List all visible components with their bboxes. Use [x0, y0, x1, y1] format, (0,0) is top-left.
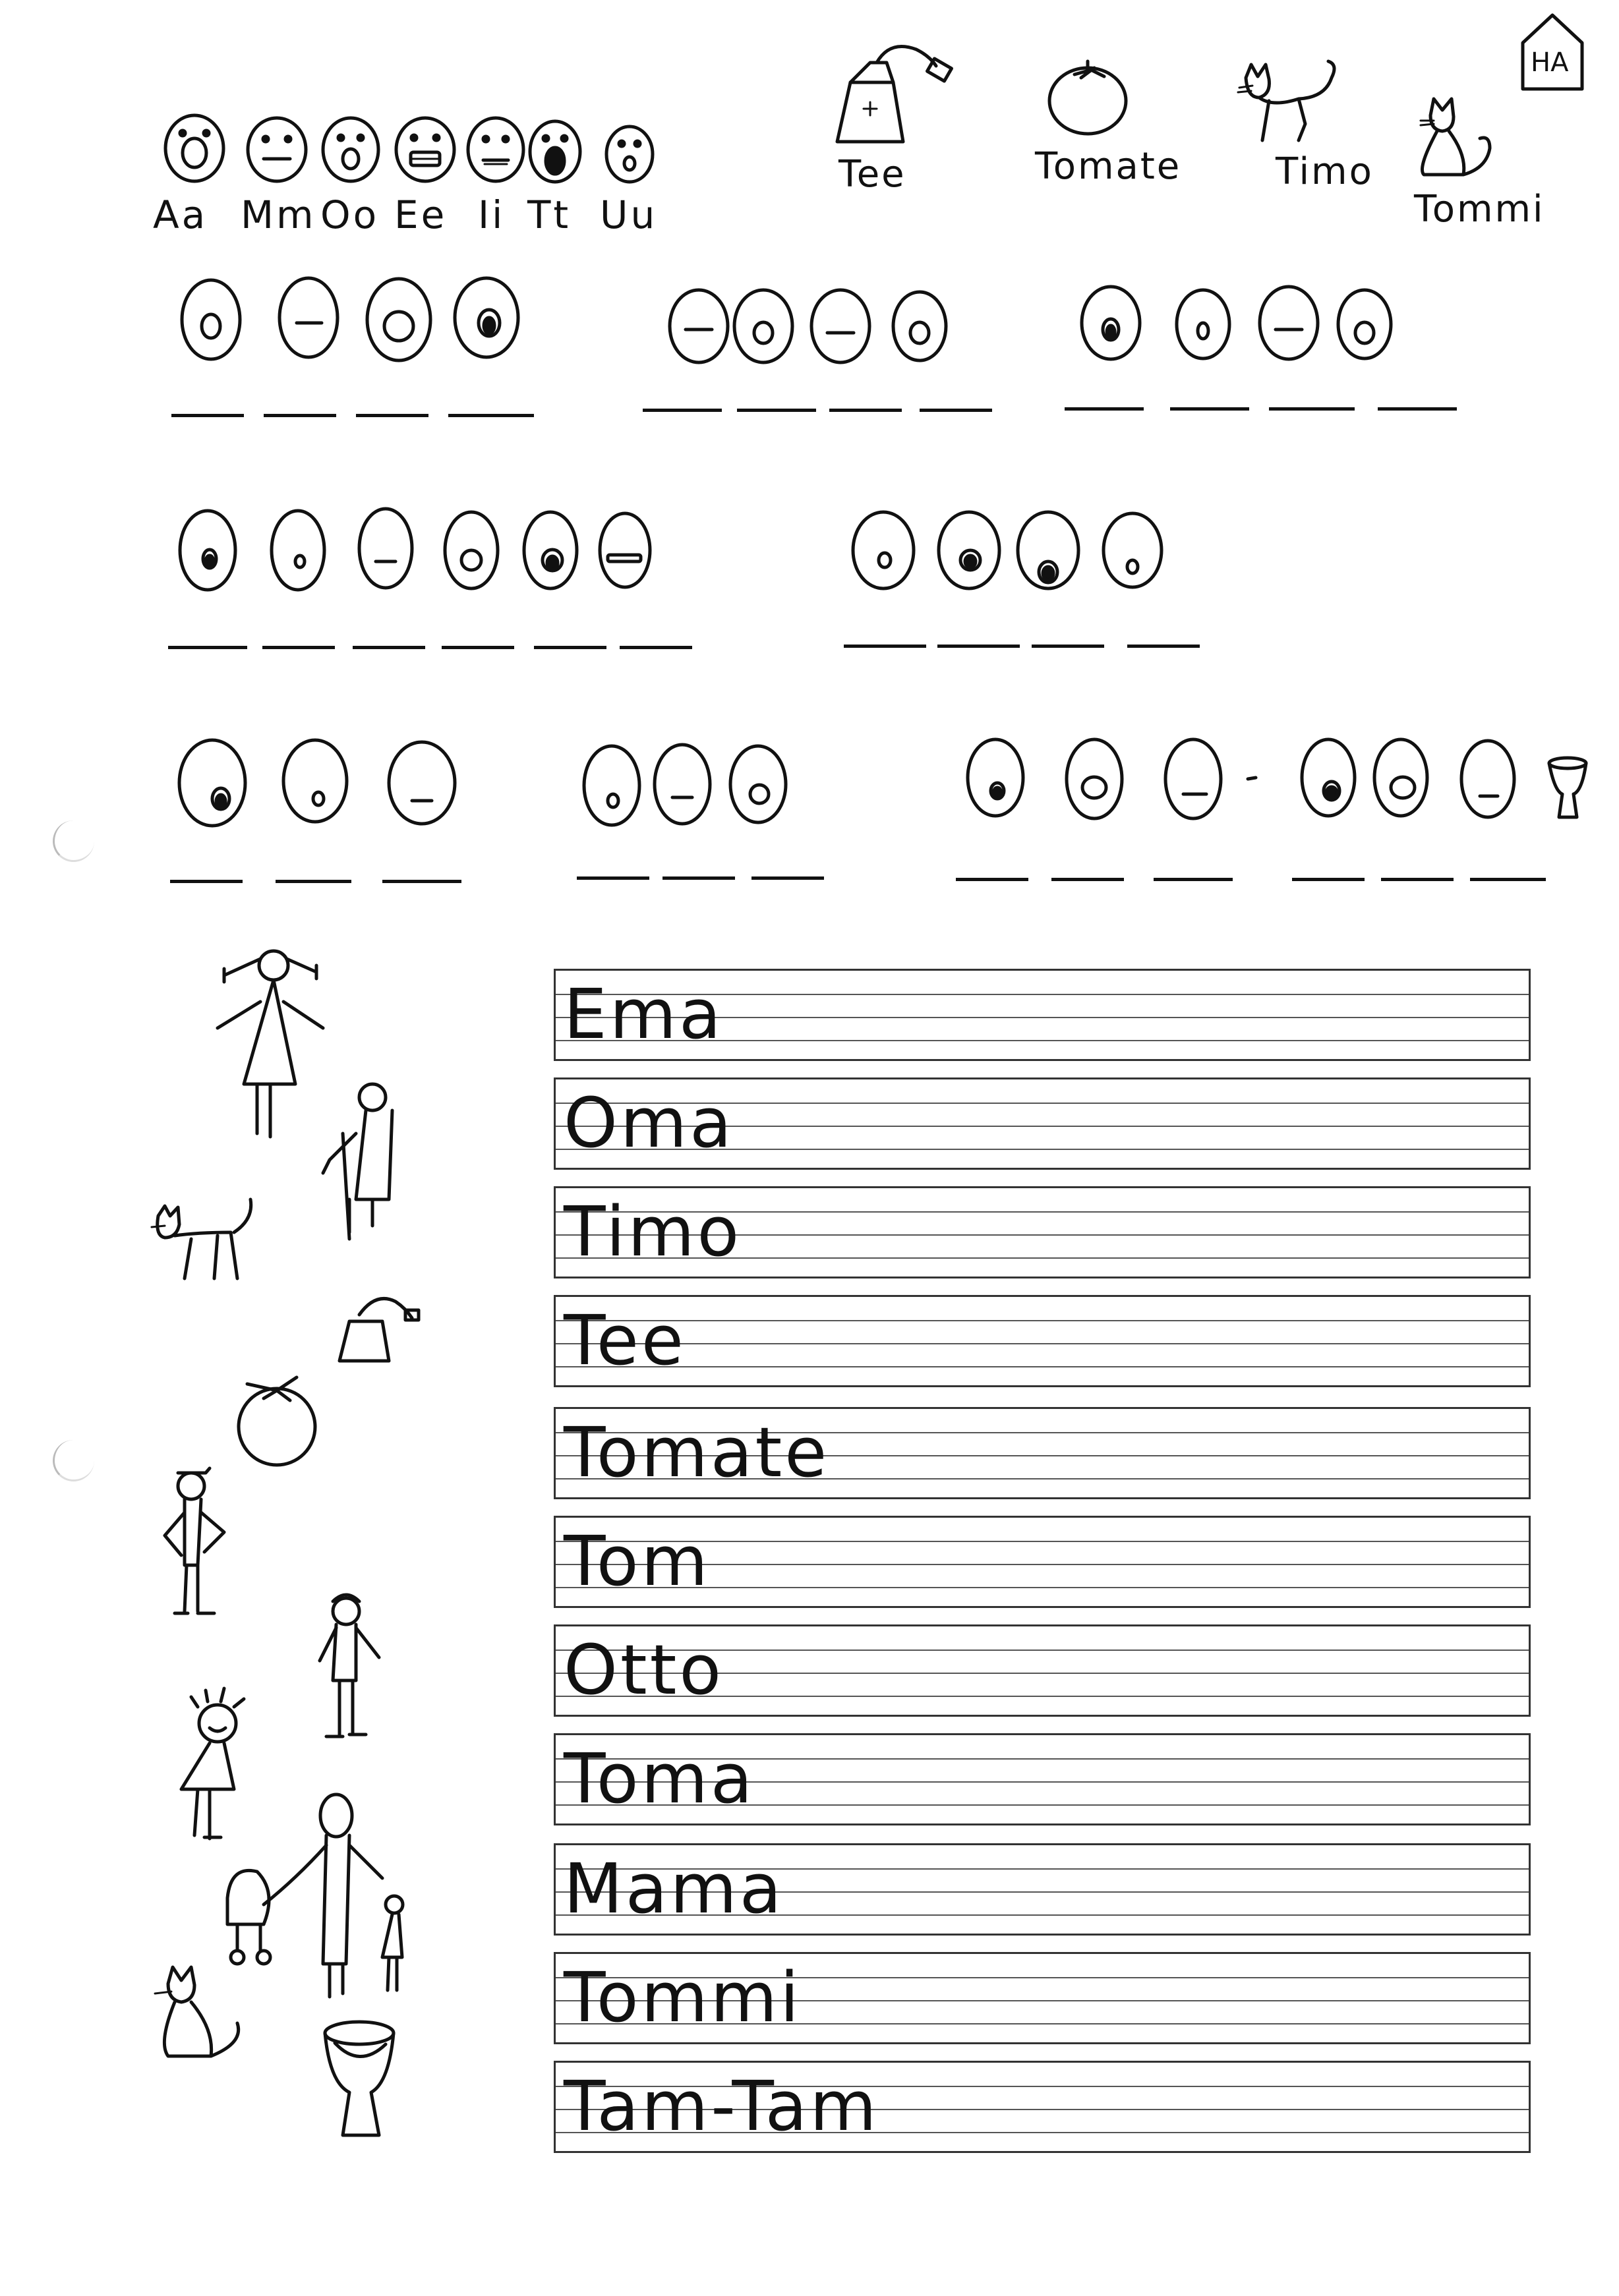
writing-line[interactable]: [554, 969, 1531, 1061]
girl-icon: [218, 951, 323, 1137]
answer-blank[interactable]: [171, 414, 244, 417]
writing-word: Otto: [564, 1630, 724, 1710]
writing-word: Mama: [564, 1849, 784, 1929]
sequence-3-1: [179, 740, 455, 826]
writing-line[interactable]: [554, 1624, 1531, 1717]
mother-with-pram-icon: [227, 1794, 403, 1997]
answer-blank[interactable]: [751, 876, 824, 880]
writing-word: Tee: [564, 1300, 686, 1381]
writing-line[interactable]: [554, 1077, 1531, 1170]
man-with-cap-icon: [165, 1468, 224, 1613]
writing-line[interactable]: [554, 1186, 1531, 1278]
illustration-column: [0, 923, 527, 2175]
answer-blank[interactable]: [168, 646, 247, 649]
writing-word: Oma: [564, 1083, 734, 1163]
writing-word: Tom: [564, 1521, 711, 1601]
label-timo: Timo: [1276, 150, 1374, 193]
answer-blank[interactable]: [1378, 407, 1457, 411]
answer-blank[interactable]: [1292, 878, 1365, 881]
sitting-cat-icon: [155, 1967, 239, 2056]
writing-line[interactable]: [554, 1407, 1531, 1499]
answer-blank[interactable]: [353, 646, 425, 649]
spiky-hair-child-icon: [181, 1688, 244, 1839]
label-tommi: Tommi: [1414, 188, 1545, 231]
small-drum-icon: [1549, 758, 1586, 817]
sequence-1-2: [670, 290, 946, 362]
answer-blank[interactable]: [1269, 407, 1355, 411]
answer-blank[interactable]: [1154, 878, 1233, 881]
answer-blank[interactable]: [920, 409, 992, 412]
legend-letter-a: Aa: [153, 192, 208, 237]
writing-word: Tam-Tam: [564, 2066, 879, 2146]
answer-blank[interactable]: [643, 409, 722, 412]
answer-blank[interactable]: [276, 880, 351, 883]
answer-blank[interactable]: [620, 646, 692, 649]
sequence-2-1: [180, 509, 650, 590]
answer-blank[interactable]: [1065, 407, 1144, 411]
legend-letter-m: Mm: [241, 192, 316, 237]
answer-blank[interactable]: [1470, 878, 1546, 881]
answer-blank[interactable]: [534, 646, 606, 649]
answer-blank[interactable]: [829, 409, 902, 412]
writing-line[interactable]: [554, 1843, 1531, 1936]
writing-line[interactable]: [554, 1295, 1531, 1387]
legend-letter-o: Oo: [320, 192, 380, 237]
tomato-icon: [239, 1377, 315, 1465]
answer-blank[interactable]: [1170, 407, 1249, 411]
writing-word: Tommi: [564, 1957, 802, 2038]
answer-blank[interactable]: [662, 876, 735, 880]
answer-blank[interactable]: [356, 414, 428, 417]
sequence-2-2: [853, 512, 1162, 588]
answer-blank[interactable]: [1051, 878, 1124, 881]
answer-blank[interactable]: [264, 414, 336, 417]
writing-word: Timo: [564, 1191, 742, 1272]
answer-blank[interactable]: [577, 876, 649, 880]
writing-line[interactable]: [554, 1733, 1531, 1825]
answer-blank[interactable]: [937, 645, 1020, 648]
writing-word: Ema: [564, 974, 724, 1054]
legend-letter-i: Ii: [478, 192, 506, 237]
legend-letter-e: Ee: [394, 192, 448, 237]
label-tee: Tee: [839, 153, 906, 196]
answer-blank[interactable]: [737, 409, 816, 412]
answer-blank[interactable]: [1381, 878, 1454, 881]
sequence-3-2: [584, 745, 786, 825]
answer-blank[interactable]: [448, 414, 534, 417]
answer-blank[interactable]: [170, 880, 243, 883]
boy-icon: [320, 1595, 379, 1736]
writing-word: Toma: [564, 1738, 755, 1819]
writing-line[interactable]: [554, 1952, 1531, 2044]
practice-row-1: [0, 0, 1619, 923]
answer-blank[interactable]: [956, 878, 1028, 881]
legend-letter-u: Uu: [600, 192, 658, 237]
answer-blank[interactable]: [1032, 645, 1104, 648]
writing-line[interactable]: [554, 1516, 1531, 1608]
answer-blank[interactable]: [442, 646, 514, 649]
tea-bag-icon: [339, 1299, 419, 1362]
writing-word: Tomate: [564, 1412, 830, 1493]
legend-letter-t: Tt: [527, 192, 572, 237]
cat-icon: [152, 1199, 251, 1278]
house-badge-text: HA: [1531, 47, 1569, 78]
sequence-1-3: [1082, 287, 1391, 359]
grandma-icon: [323, 1084, 392, 1239]
answer-blank[interactable]: [844, 645, 926, 648]
writing-line[interactable]: [554, 2061, 1531, 2153]
sequence-3-3: [968, 739, 1514, 818]
label-tomate: Tomate: [1035, 145, 1182, 188]
answer-blank[interactable]: [262, 646, 335, 649]
answer-blank[interactable]: [382, 880, 461, 883]
answer-blank[interactable]: [1127, 645, 1200, 648]
sequence-1-1: [182, 278, 518, 360]
drum-icon: [325, 2022, 394, 2135]
